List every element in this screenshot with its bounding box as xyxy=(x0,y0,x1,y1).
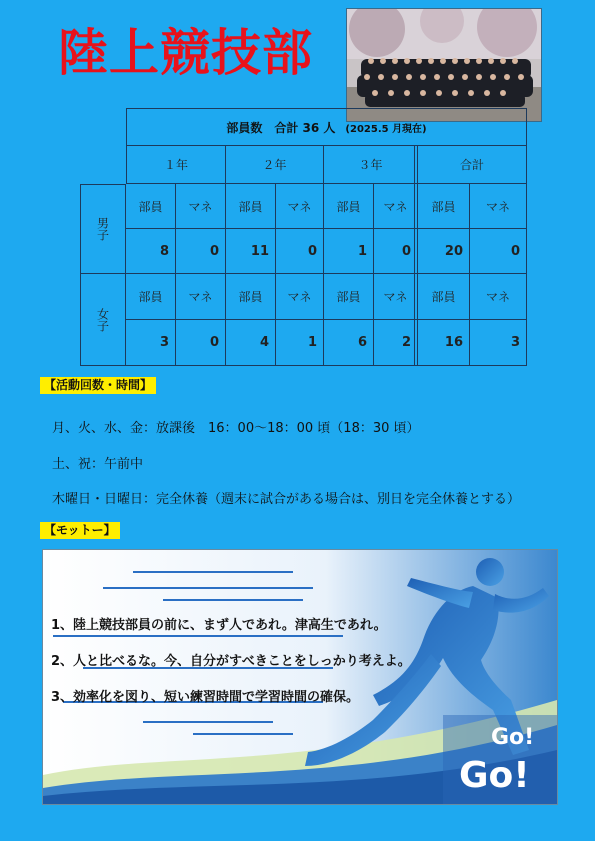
motto-line-2: 2、人と比べるな。今、自分がすべきことをしっかり考えよ。 xyxy=(51,654,411,669)
count-cell: 11 xyxy=(226,229,276,274)
motto-banner xyxy=(42,549,558,805)
count-cell: 20 xyxy=(418,229,470,274)
count-cell: 6 xyxy=(324,320,374,366)
manager-header: マネ xyxy=(470,184,527,229)
year-header: ２年 xyxy=(226,146,324,184)
count-cell: 3 xyxy=(470,320,527,366)
motto-label: 【モットー】 xyxy=(40,522,120,539)
member-header: 部員 xyxy=(226,274,276,320)
go-text-1: Go! xyxy=(491,725,535,750)
count-cell: 0 xyxy=(176,229,226,274)
count-cell: 2 xyxy=(374,320,418,366)
count-cell: 0 xyxy=(276,229,324,274)
activity-label: 【活動回数・時間】 xyxy=(40,377,156,394)
count-cell: 0 xyxy=(374,229,418,274)
gender-label: 男子 xyxy=(80,184,126,274)
count-cell: 1 xyxy=(276,320,324,366)
activity-line-2: 土、祝：午前中 xyxy=(52,457,144,472)
count-cell: 3 xyxy=(126,320,176,366)
member-header: 部員 xyxy=(324,184,374,229)
total-separator xyxy=(414,146,415,366)
member-count-header xyxy=(126,108,527,146)
member-header: 部員 xyxy=(126,184,176,229)
member-count-date: (2025.5 月現在) xyxy=(345,123,427,135)
member-header: 部員 xyxy=(226,184,276,229)
count-cell: 0 xyxy=(176,320,226,366)
count-cell: 8 xyxy=(126,229,176,274)
activity-line-1: 月、火、水、金：放課後 16：00～18：00 頃（18：30 頃） xyxy=(52,421,420,436)
gender-label: 女子 xyxy=(80,274,126,366)
go-text-2: Go! xyxy=(459,755,530,796)
member-header: 部員 xyxy=(418,274,470,320)
team-photo xyxy=(346,8,542,122)
member-header: 部員 xyxy=(324,274,374,320)
member-header: 部員 xyxy=(126,274,176,320)
count-cell: 4 xyxy=(226,320,276,366)
member-count-total: 部員数 合計 36 人 xyxy=(226,120,336,135)
manager-header: マネ xyxy=(374,184,418,229)
manager-header: マネ xyxy=(470,274,527,320)
count-cell: 16 xyxy=(418,320,470,366)
manager-header: マネ xyxy=(176,184,226,229)
manager-header: マネ xyxy=(276,184,324,229)
motto-line-1: 1、陸上競技部員の前に、まず人であれ。津高生であれ。 xyxy=(51,618,387,633)
count-cell: 1 xyxy=(324,229,374,274)
count-cell: 0 xyxy=(470,229,527,274)
year-header: ３年 xyxy=(324,146,418,184)
motto-line-3: 3、効率化を図り、短い練習時間で学習時間の確保。 xyxy=(51,690,360,705)
manager-header: マネ xyxy=(176,274,226,320)
year-header: 合計 xyxy=(418,146,527,184)
member-header: 部員 xyxy=(418,184,470,229)
activity-line-3: 木曜日・日曜日：完全休養（週末に試合がある場合は、別日を完全休養とする） xyxy=(52,492,521,507)
manager-header: マネ xyxy=(374,274,418,320)
page-title: 陸上競技部 xyxy=(58,24,313,82)
year-header: １年 xyxy=(126,146,226,184)
manager-header: マネ xyxy=(276,274,324,320)
